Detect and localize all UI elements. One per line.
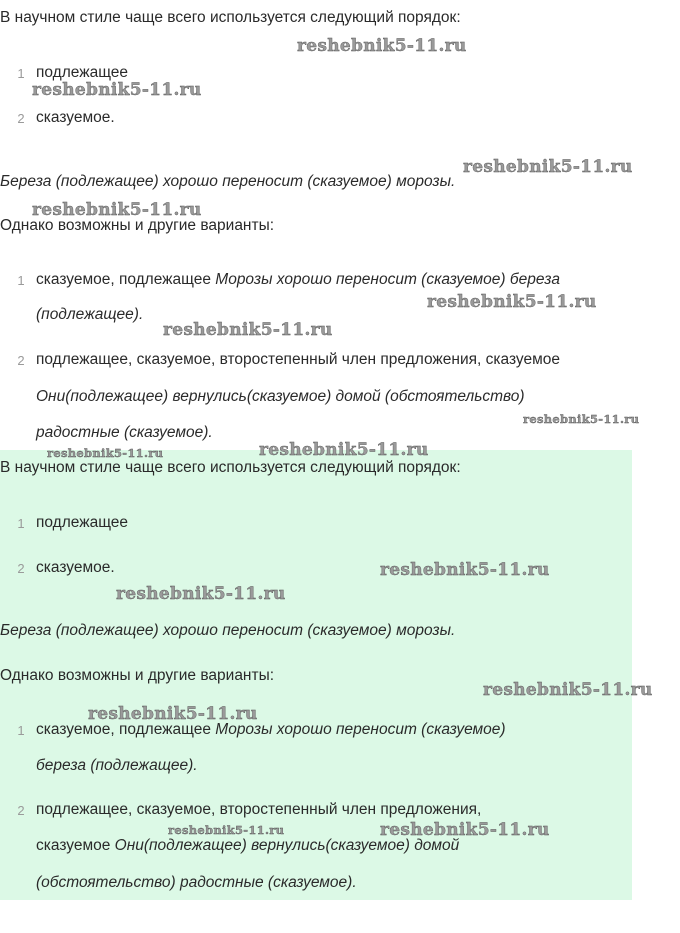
variants-intro: Однако возможны и другие варианты: (0, 217, 275, 234)
variants-intro: Однако возможны и другие варианты: (0, 667, 275, 684)
variant-example: Морозы хорошо переносит (сказуемое) береза (215, 271, 560, 288)
example-sentence: Береза (подлежащее) хорошо переносит (сказуемое) морозы. (0, 622, 456, 639)
watermark: reshebnik5-11.ru (32, 200, 202, 220)
intro-text: В научном стиле чаще всего используется следующий порядок: (0, 9, 461, 26)
list-item: подлежащее (36, 514, 129, 531)
watermark: reshebnik5-11.ru (88, 704, 258, 724)
list-item: подлежащее (36, 64, 129, 81)
watermark: reshebnik5-11.ru (463, 157, 633, 177)
watermark: reshebnik5-11.ru (297, 36, 467, 56)
list-number: 2 (17, 803, 25, 818)
variant-type: сказуемое, подлежащее (36, 271, 216, 288)
watermark: reshebnik5-11.ru (523, 412, 640, 426)
watermark: reshebnik5-11.ru (163, 320, 333, 340)
list-number: 1 (17, 516, 25, 531)
watermark: reshebnik5-11.ru (427, 292, 597, 312)
list-number: 1 (17, 723, 25, 738)
watermark: reshebnik5-11.ru (47, 446, 164, 460)
variant-type-cont: сказуемое (36, 837, 115, 854)
list-number: 2 (17, 353, 25, 368)
variant-example-cont: (подлежащее). (36, 306, 144, 323)
variant-item (36, 271, 560, 289)
variant-example-cont: радостные (сказуемое). (36, 424, 213, 441)
variant-example: Они(подлежащее) вернулись(сказуемое) домой (114, 837, 460, 854)
watermark: reshebnik5-11.ru (380, 560, 550, 580)
variant-example-cont: береза (подлежащее). (36, 757, 198, 774)
variant-type: подлежащее, сказуемое, второстепенный член предложения, сказуемое (36, 351, 560, 368)
variant-example: Морозы хорошо переносит (сказуемое) (215, 721, 506, 738)
watermark: reshebnik5-11.ru (168, 823, 285, 837)
watermark: reshebnik5-11.ru (259, 440, 429, 460)
example-sentence: Береза (подлежащее) хорошо переносит (сказуемое) морозы. (0, 173, 456, 190)
variant-type: подлежащее, сказуемое, второстепенный член предложения, (36, 801, 482, 818)
watermark: reshebnik5-11.ru (116, 584, 286, 604)
variant-example-cont: (обстоятельство) радостные (сказуемое). (36, 874, 357, 891)
list-item: сказуемое. (36, 559, 115, 576)
list-item: сказуемое. (36, 109, 115, 126)
watermark: reshebnik5-11.ru (483, 680, 653, 700)
text-block-1 (0, 0, 680, 450)
watermark: reshebnik5-11.ru (380, 820, 550, 840)
watermark: reshebnik5-11.ru (32, 80, 202, 100)
variant-example: Они(подлежащее) вернулись(сказуемое) домой (обстоятельство) (36, 388, 525, 405)
list-number: 2 (17, 111, 25, 126)
list-number: 1 (17, 273, 25, 288)
list-number: 1 (17, 66, 25, 81)
intro-text: В научном стиле чаще всего используется следующий порядок: (0, 459, 461, 476)
list-number: 2 (17, 561, 25, 576)
variant-type: сказуемое, подлежащее (36, 721, 216, 738)
